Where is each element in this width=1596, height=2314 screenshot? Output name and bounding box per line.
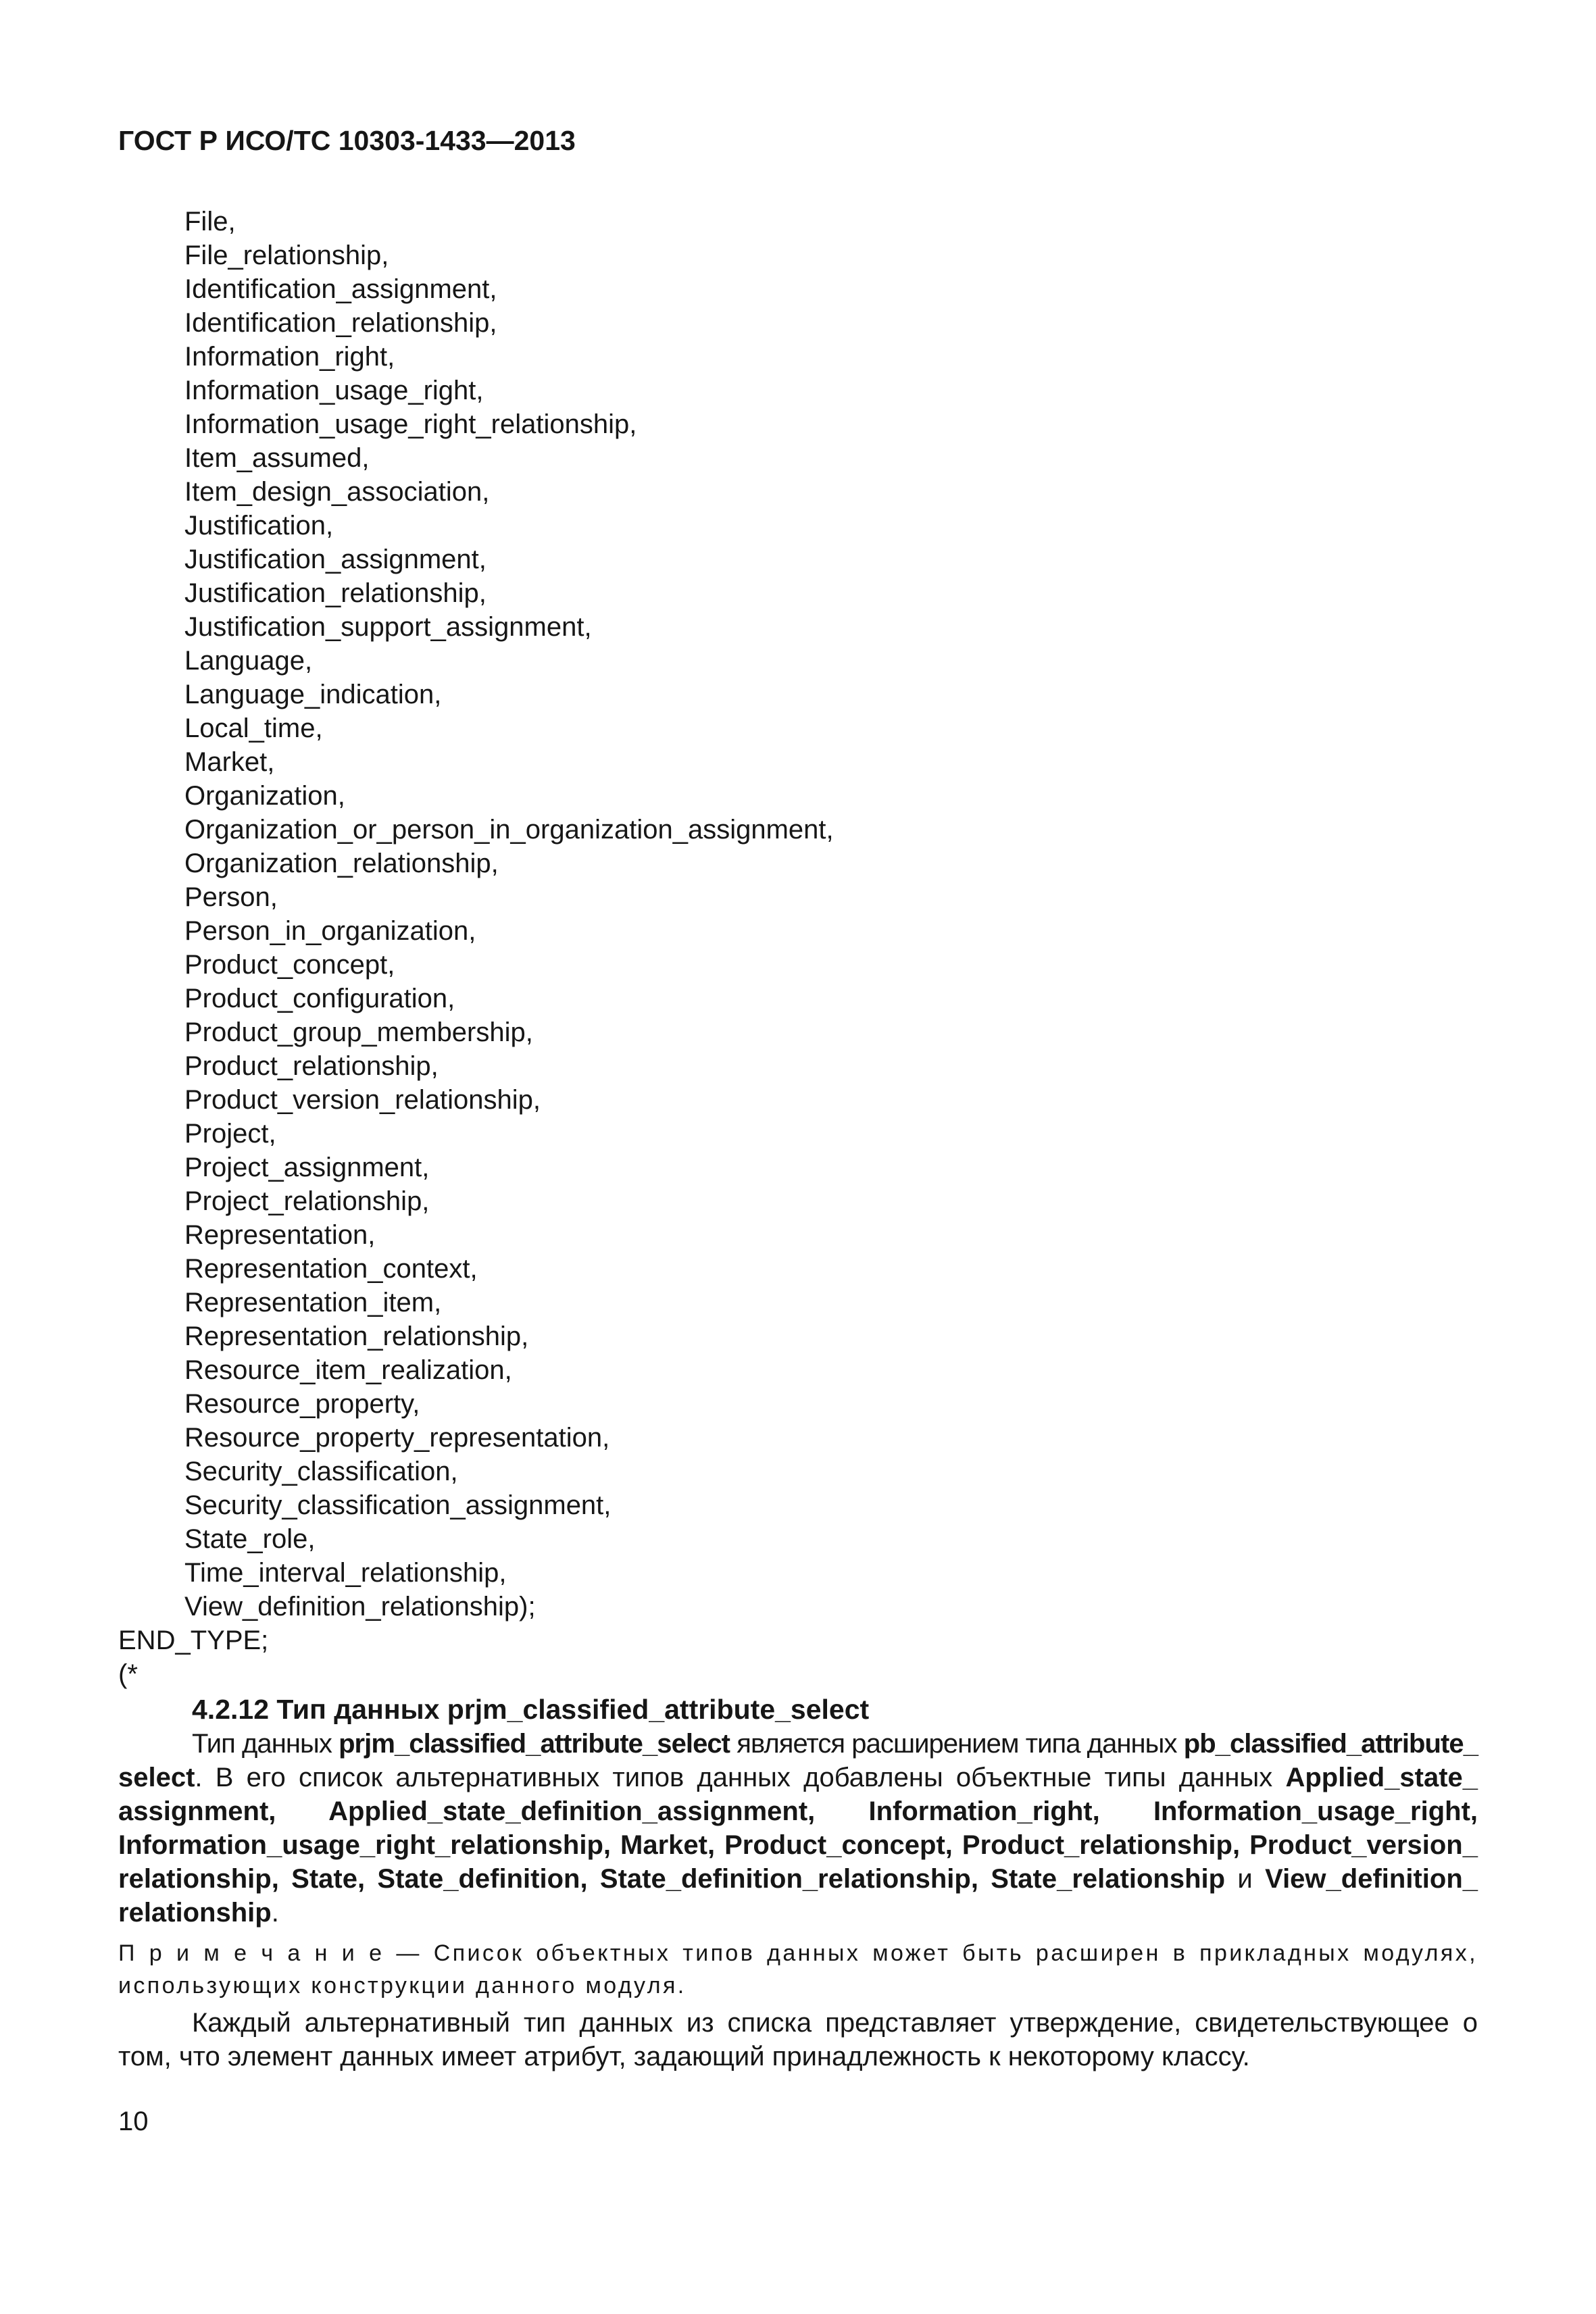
type-list-item: Resource_item_realization, <box>184 1355 512 1385</box>
entity-type-term: View_definition_ <box>1265 1864 1478 1894</box>
note-line <box>118 1969 1478 2002</box>
entity-type-term: select <box>118 1763 195 1792</box>
type-list-item: Justification_relationship, <box>184 578 487 608</box>
description-text: . В его список альтернативных типов данных добавлены объектные типы данных <box>195 1763 1286 1792</box>
description-paragraph <box>118 1727 1478 1930</box>
page-number: 10 <box>118 2107 149 2136</box>
type-list-item: Representation_context, <box>184 1254 478 1284</box>
end-type-statement: END_TYPE; <box>118 1626 269 1655</box>
type-list-item: View_definition_relationship); <box>184 1592 536 1621</box>
explanation-line <box>118 2006 1478 2040</box>
description-line <box>118 1761 1478 1794</box>
note-paragraph <box>118 1937 1478 2002</box>
entity-type-term: relationship <box>118 1898 272 1928</box>
type-list-item: Item_assumed, <box>184 443 370 473</box>
explanation-line <box>118 2040 1478 2073</box>
type-list-item: Resource_property_representation, <box>184 1423 610 1453</box>
type-list-item: Person_in_organization, <box>184 916 476 946</box>
type-list-item: Representation_item, <box>184 1288 442 1317</box>
type-list-item: Information_usage_right_relationship, <box>184 409 637 439</box>
entity-type-term: relationship, State, State_definition, State_definition_relationship, State_relationship <box>118 1864 1226 1894</box>
description-line <box>118 1828 1478 1862</box>
explanation-text: Каждый альтернативный тип данных из списка представляет утверждение, свидетельствующее о <box>192 2008 1478 2038</box>
type-list-item: Information_usage_right, <box>184 376 484 405</box>
select-type-list <box>184 205 834 1624</box>
entity-type-term: assignment, Applied_state_definition_assignment, Information_right, Information_usage_right, <box>118 1796 1478 1826</box>
entity-type-term: pb_classified_attribute_ <box>1183 1729 1478 1759</box>
type-list-item: Security_classification_assignment, <box>184 1490 612 1520</box>
type-list-item: Product_version_relationship, <box>184 1085 541 1115</box>
description-line <box>118 1862 1478 1896</box>
section-heading: 4.2.12 Тип данных prjm_classified_attribute_select <box>192 1694 870 1725</box>
description-line <box>118 1794 1478 1828</box>
type-list-item: Identification_assignment, <box>184 274 497 304</box>
type-list-item: Market, <box>184 747 275 777</box>
type-list-item: Language, <box>184 646 313 676</box>
explanation-text: том, что элемент данных имеет атрибут, задающий принадлежность к некоторому классу. <box>118 2042 1250 2071</box>
type-list-item: Organization_or_person_in_organization_assignment, <box>184 815 834 845</box>
description-text: является расширением типа данных <box>730 1729 1184 1759</box>
type-list-item: Security_classification, <box>184 1457 458 1486</box>
note-label: П р и м е ч а н и е <box>118 1940 384 1966</box>
type-list-item: Representation_relationship, <box>184 1322 529 1351</box>
entity-type-term: Information_usage_right_relationship, Market, Product_concept, Product_relationship, Product_version_ <box>118 1830 1478 1860</box>
description-text: . <box>271 1898 279 1928</box>
type-list-item: Project_relationship, <box>184 1186 430 1216</box>
type-list-item: Information_right, <box>184 342 395 372</box>
description-line <box>118 1727 1478 1761</box>
explanation-paragraph <box>118 2006 1478 2073</box>
description-line <box>118 1896 1478 1930</box>
type-list-item: Language_indication, <box>184 680 442 709</box>
type-list-item: Justification_support_assignment, <box>184 612 592 642</box>
type-list-item: State_role, <box>184 1524 316 1554</box>
type-list-item: Resource_property, <box>184 1389 420 1419</box>
type-list-item: Identification_relationship, <box>184 308 497 338</box>
type-list-item: Organization, <box>184 781 345 811</box>
description-text: и <box>1225 1864 1266 1894</box>
type-list-item: Time_interval_relationship, <box>184 1558 507 1588</box>
entity-type-term: Applied_state_ <box>1285 1763 1478 1792</box>
comment-open-marker: (* <box>118 1659 138 1689</box>
type-list-item: Justification, <box>184 511 334 540</box>
type-list-item: Justification_assignment, <box>184 545 487 574</box>
type-list-item: File, <box>184 207 236 236</box>
type-list-item: Product_relationship, <box>184 1051 439 1081</box>
document-header-title: ГОСТ Р ИСО/ТС 10303-1433—2013 <box>118 125 576 156</box>
type-list-item: Product_concept, <box>184 950 395 980</box>
description-text: Тип данных <box>192 1729 339 1759</box>
type-list-item: Product_configuration, <box>184 984 455 1013</box>
type-list-item: Representation, <box>184 1220 376 1250</box>
entity-type-term: prjm_classified_attribute_select <box>339 1729 730 1759</box>
type-list-item: Project, <box>184 1119 276 1149</box>
type-list-item: Local_time, <box>184 713 323 743</box>
note-line <box>118 1937 1478 1969</box>
type-list-item: Person, <box>184 882 278 912</box>
type-list-item: Product_group_membership, <box>184 1017 533 1047</box>
type-list-item: Organization_relationship, <box>184 849 499 878</box>
type-list-item: Project_assignment, <box>184 1153 430 1182</box>
note-text: использующих конструкции данного модуля. <box>118 1973 687 1998</box>
note-text: — Список объектных типов данных может быть расширен в прикладных модулях, <box>396 1940 1478 1966</box>
type-list-item: File_relationship, <box>184 241 389 270</box>
type-list-item: Item_design_association, <box>184 477 490 507</box>
